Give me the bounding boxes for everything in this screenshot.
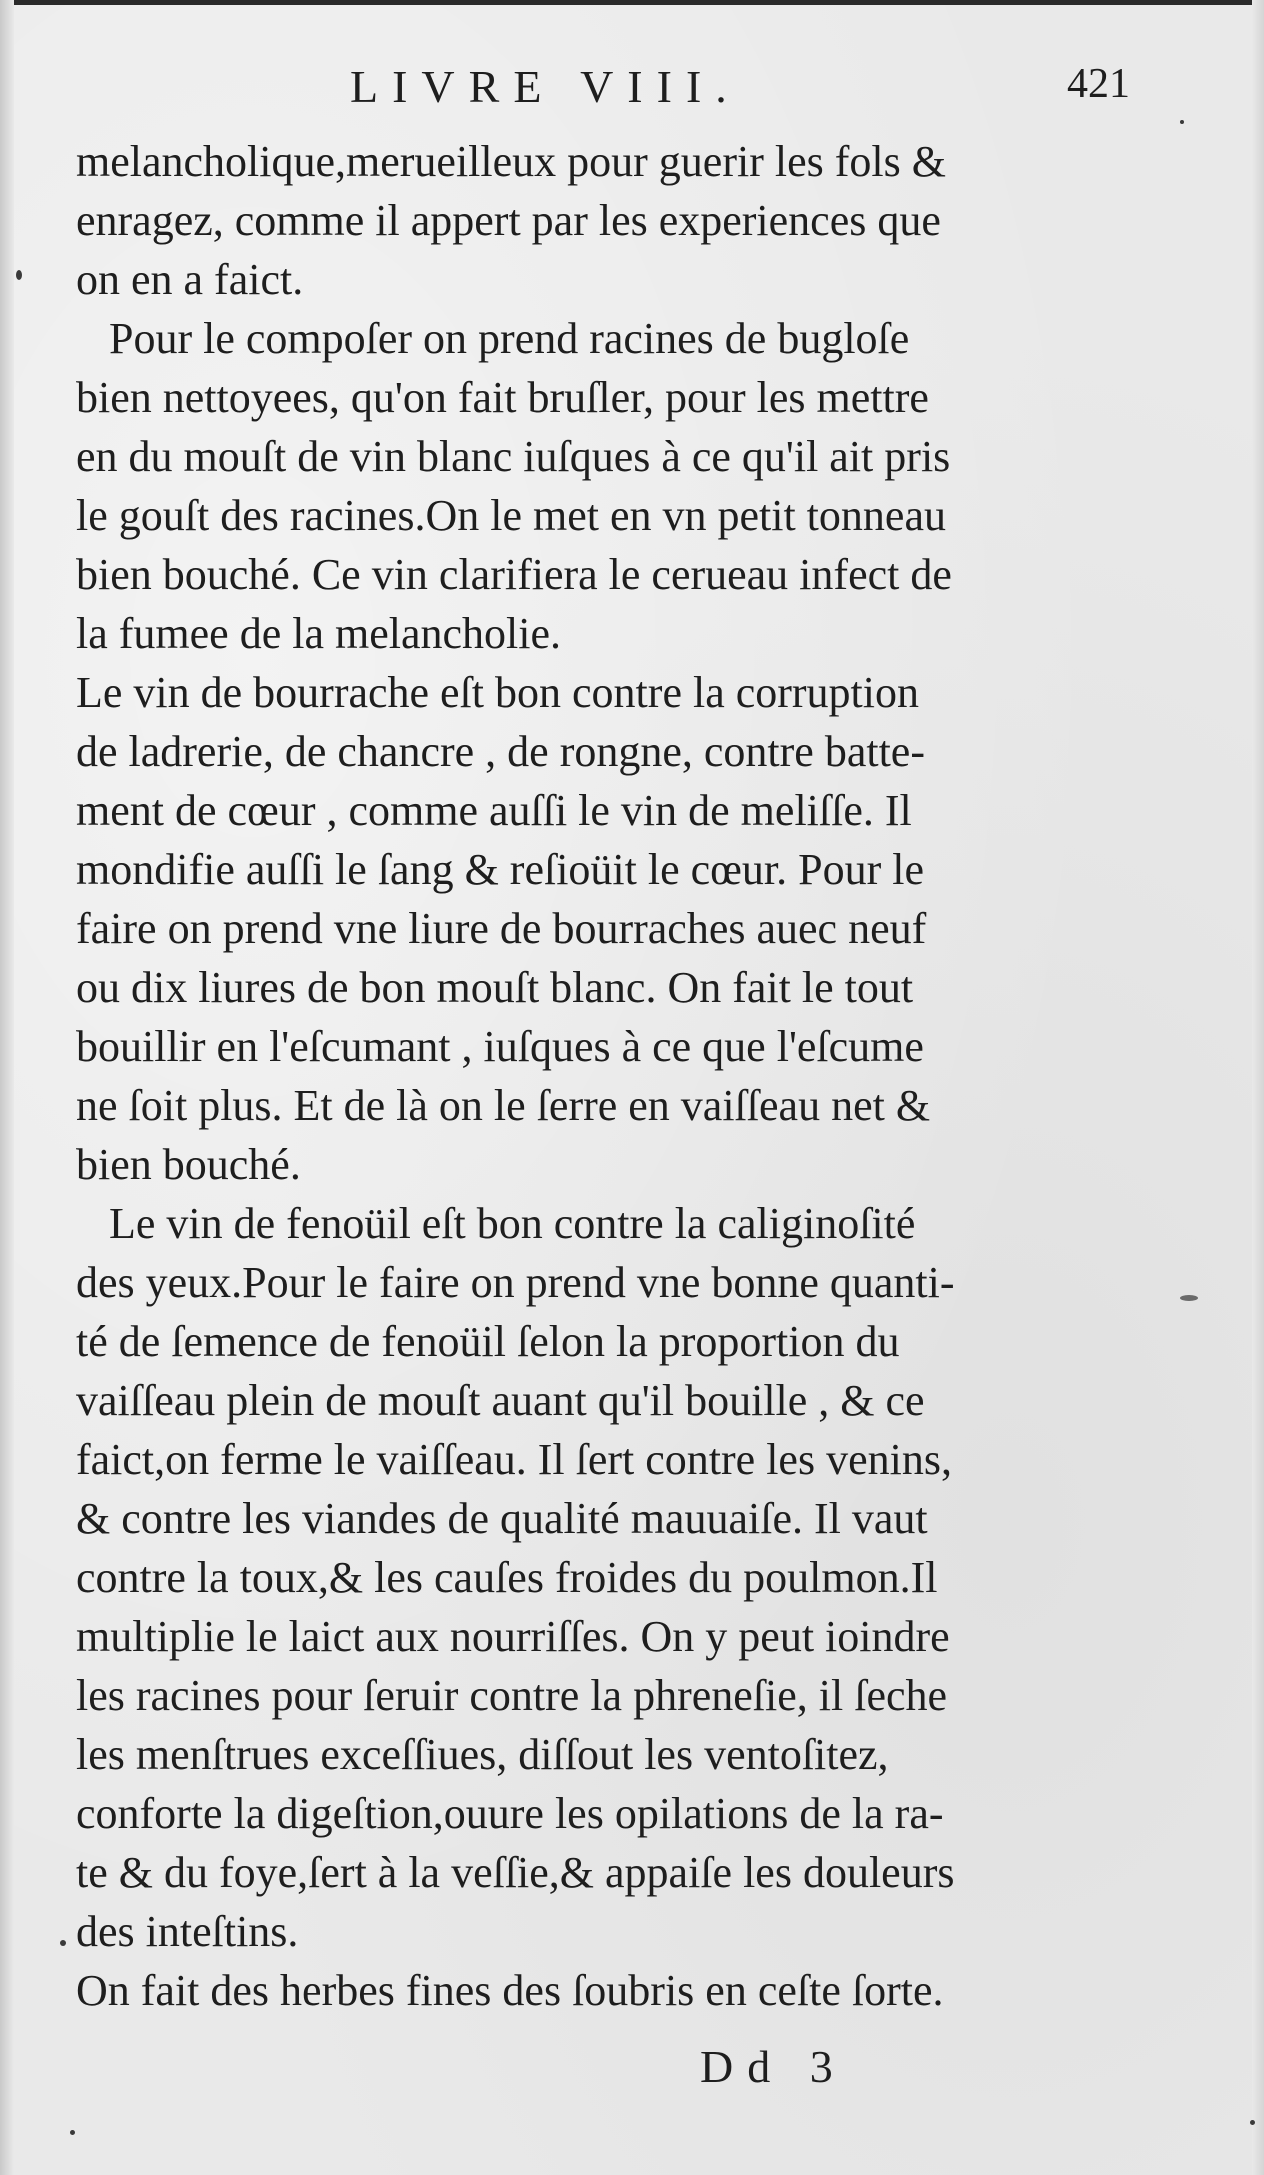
page-header	[340, 56, 1130, 116]
scan-top-border	[0, 0, 1264, 5]
text-line: Pour le compoſer on prend racines de bugloſe	[76, 314, 910, 363]
text-line: ment de cœur , comme auſſi le vin de meliſſe. Il	[76, 786, 912, 835]
text-line: & contre les viandes de qualité mauuaiſe. Il vaut	[76, 1494, 928, 1543]
ink-speck	[16, 270, 22, 280]
text-line: bien nettoyees, qu'on fait bruſler, pour les mettre	[76, 373, 929, 422]
text-line: le gouſt des racines.On le met en vn petit tonneau	[76, 491, 946, 540]
signature-mark: Dd 3	[700, 2041, 847, 2092]
text-line: des inteſtins.	[76, 1907, 299, 1956]
text-line: mondifie auſſi le ſang & reſioüit le cœur. Pour le	[76, 845, 925, 894]
text-line: on en a faict.	[76, 255, 304, 304]
text-line: bien bouché.	[76, 1140, 301, 1189]
body-text	[76, 132, 1136, 2020]
text-line: ne ſoit plus. Et de là on le ſerre en vaiſſeau net &	[76, 1081, 931, 1130]
text-line: la fumee de la melancholie.	[76, 609, 561, 658]
text-line: On fait des herbes fines des ſoubris en ceſte ſorte.	[76, 1966, 944, 2015]
text-line: bien bouché. Ce vin clarifiera le cerueau infect de	[76, 550, 952, 599]
text-line: faire on prend vne liure de bourraches auec neuf	[76, 904, 927, 953]
text-line: en du mouſt de vin blanc iuſques à ce qu'il ait pris	[76, 432, 951, 481]
text-line: Le vin de fenoüil eſt bon contre la caliginoſité	[76, 1199, 916, 1248]
text-line: té de ſemence de fenoüil ſelon la proportion du	[76, 1317, 900, 1366]
ink-speck	[1180, 120, 1184, 124]
running-title: LIVRE VIII.	[350, 61, 741, 112]
text-line: contre la toux,& les cauſes froides du poulmon.Il	[76, 1553, 938, 1602]
text-line: faict,on ferme le vaiſſeau. Il ſert contre les venins,	[76, 1435, 952, 1484]
text-line: ou dix liures de bon mouſt blanc. On fait le tout	[76, 963, 914, 1012]
ink-speck	[70, 2130, 75, 2135]
text-line: melancholique,merueilleux pour guerir les fols &	[76, 137, 946, 186]
ink-speck	[1180, 1295, 1198, 1301]
text-line: vaiſſeau plein de mouſt auant qu'il bouille , & ce	[76, 1376, 925, 1425]
text-line: de ladrerie, de chancre , de rongne, contre batte-	[76, 727, 925, 776]
ink-speck	[1250, 2120, 1255, 2125]
text-line: conforte la digeſtion,ouure les opilations de la ra-	[76, 1789, 944, 1838]
page-left-edge-shadow	[0, 0, 14, 2175]
text-line: bouillir en l'eſcumant , iuſques à ce que l'eſcume	[76, 1022, 924, 1071]
page-number: 421	[1067, 61, 1130, 107]
text-line: Le vin de bourrache eſt bon contre la corruption	[76, 668, 920, 717]
text-line: des yeux.Pour le faire on prend vne bonne quanti-	[76, 1258, 955, 1307]
text-line: les racines pour ſeruir contre la phreneſie, il ſeche	[76, 1671, 948, 1720]
text-line: enragez, comme il appert par les experiences que	[76, 196, 941, 245]
text-line: les menſtrues exceſſiues, diſſout les ventoſitez,	[76, 1730, 889, 1779]
page-right-edge-shadow	[1252, 0, 1264, 2175]
text-line: te & du foye,ſert à la veſſie,& appaiſe les douleurs	[76, 1848, 955, 1897]
ink-speck	[60, 1940, 66, 1946]
text-line: multiplie le laict aux nourriſſes. On y peut ioindre	[76, 1612, 950, 1661]
